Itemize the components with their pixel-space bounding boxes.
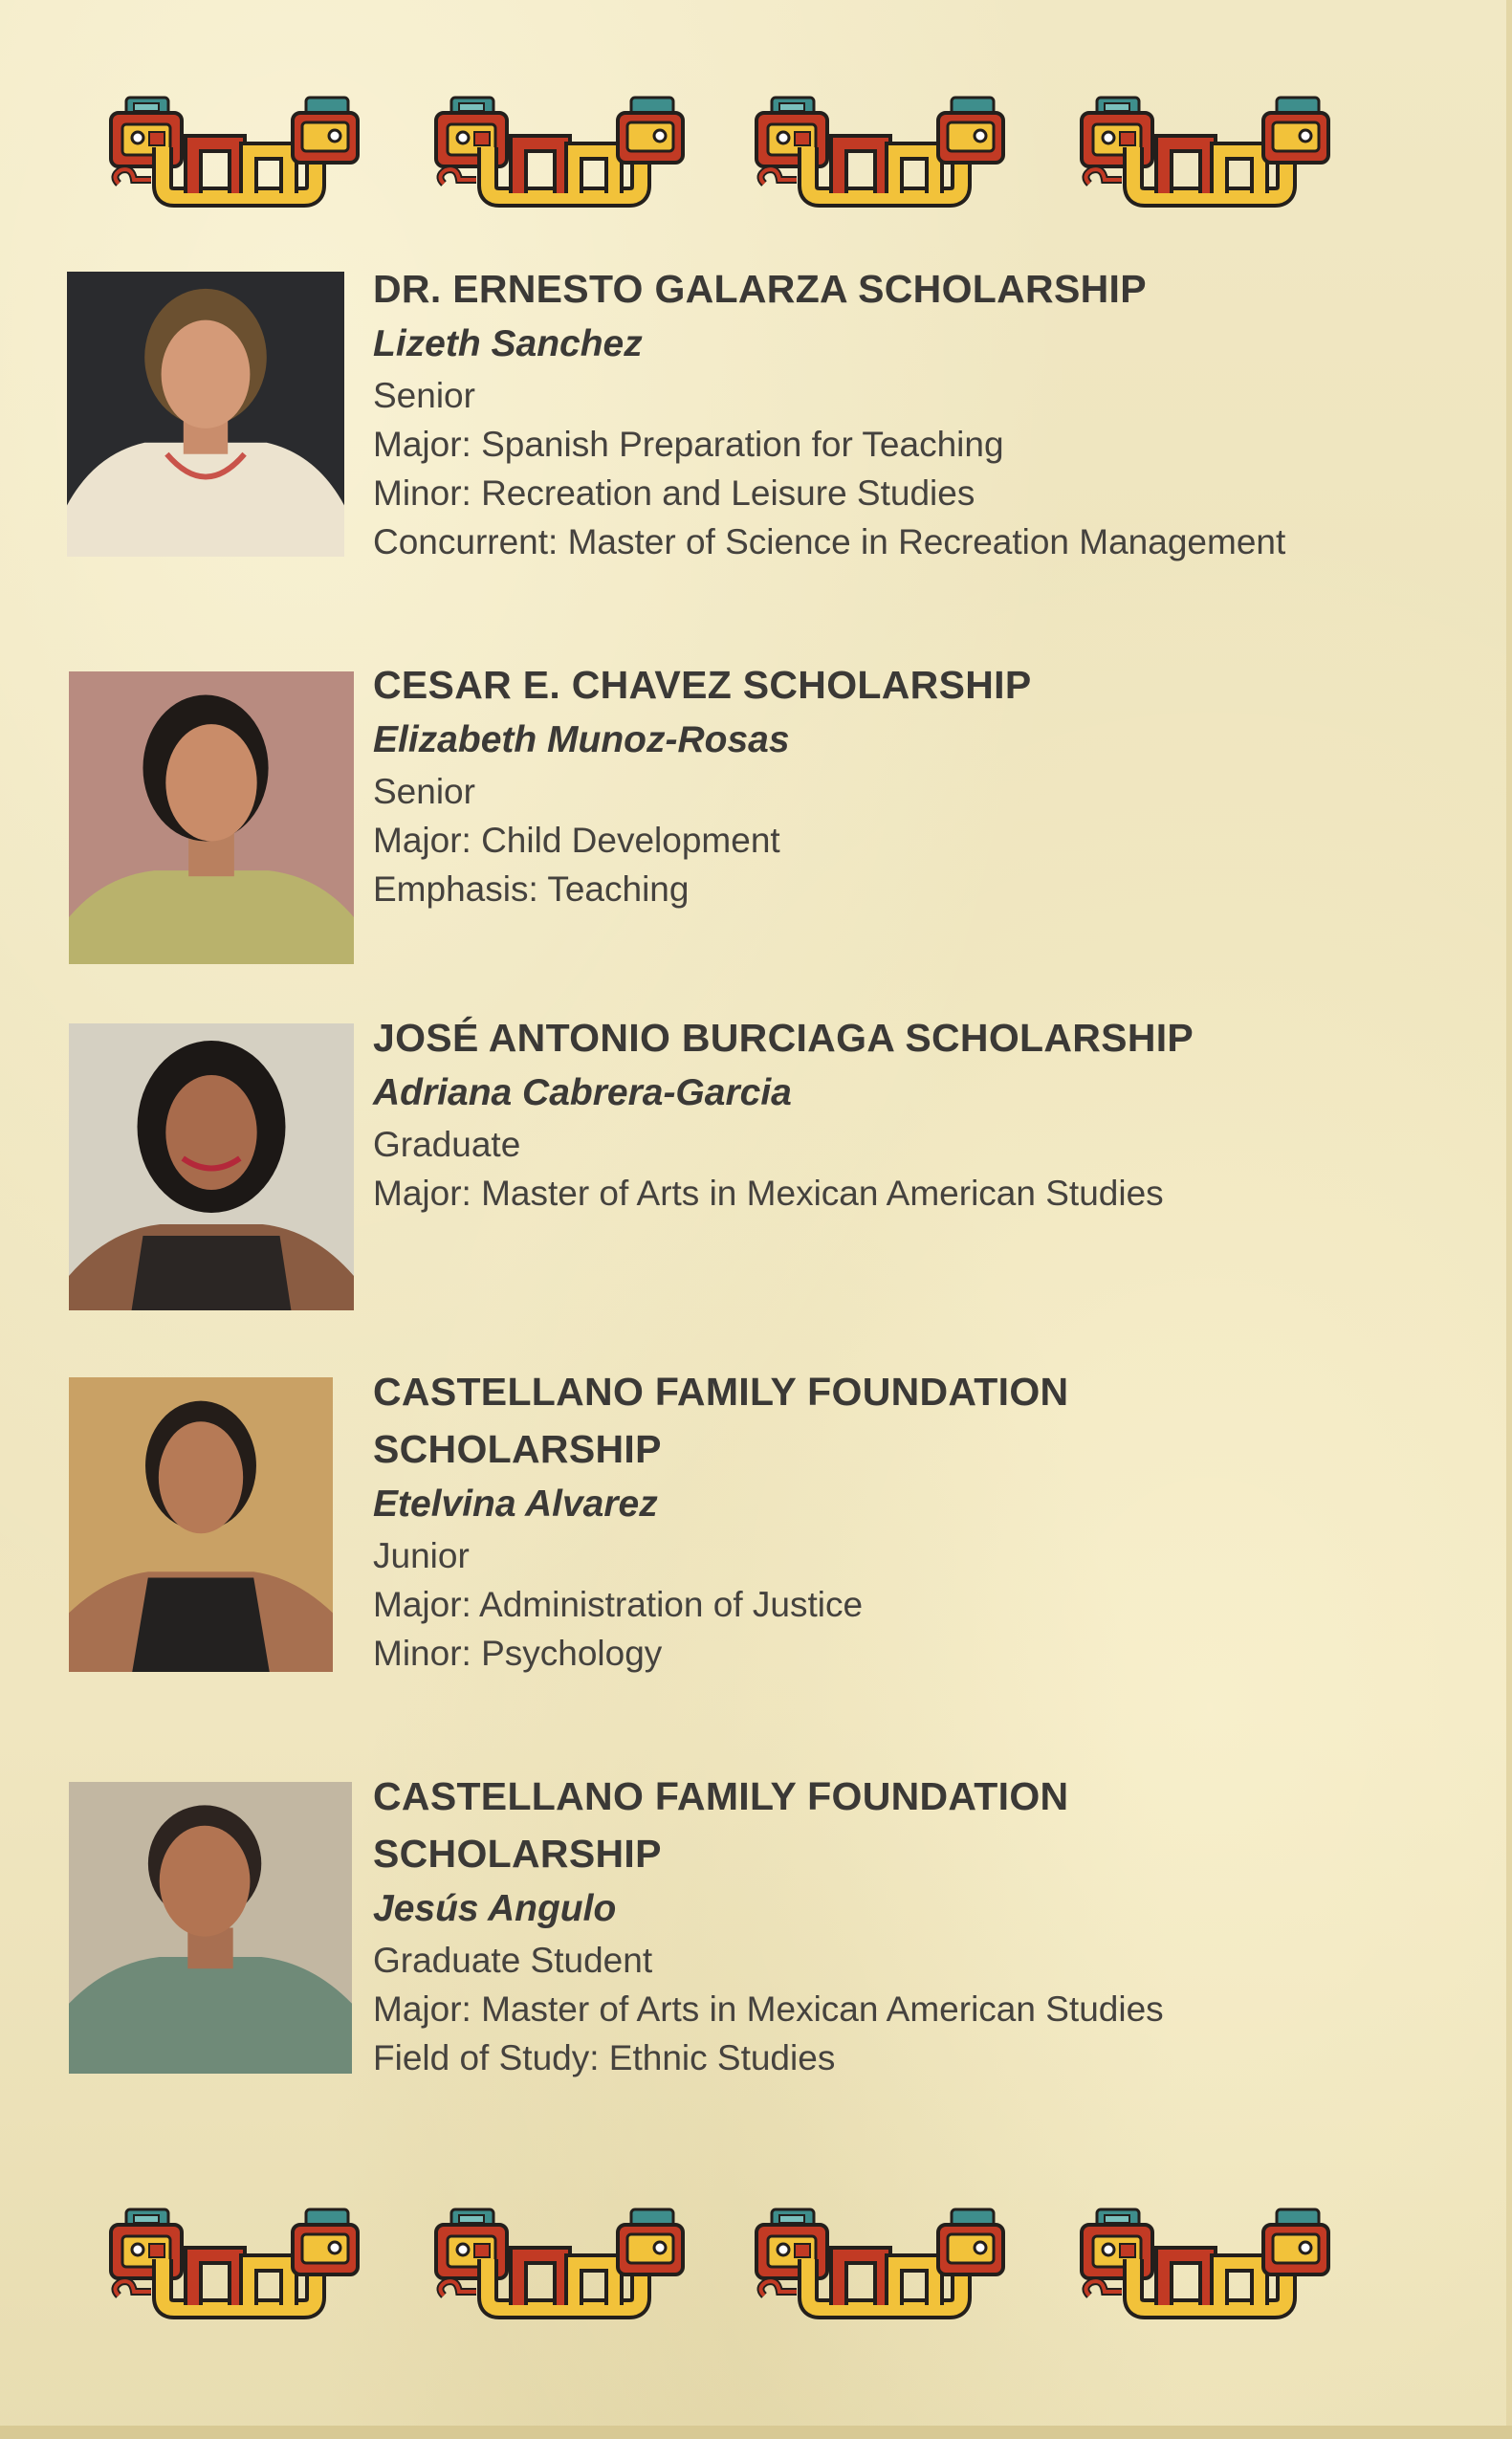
field-of-study-line: Field of Study: Ethnic Studies: [373, 2038, 836, 2077]
serpent-glyph-icon: [105, 94, 363, 209]
serpent-glyph-icon: [430, 2206, 689, 2320]
recipient-photo: [69, 1377, 333, 1672]
major-line: Major: Master of Arts in Mexican American Studies: [373, 1174, 1164, 1213]
major-line: Major: Child Development: [373, 821, 780, 860]
page-edge-bottom: [0, 2426, 1512, 2439]
entry-text: [373, 1363, 1068, 1678]
bottom-glyph-row: [0, 2206, 1512, 2320]
scholarship-title-line: SCHOLARSHIP: [373, 1427, 662, 1471]
minor-line: Minor: Psychology: [373, 1634, 663, 1673]
serpent-glyph-icon: [430, 94, 689, 209]
top-glyph-row: [0, 94, 1512, 209]
major-line: Major: Administration of Justice: [373, 1585, 864, 1624]
entry-text: [373, 1009, 1194, 1218]
recipient-name: Jesús Angulo: [373, 1888, 617, 1929]
entry-text: [373, 260, 1285, 566]
scholarship-title: [373, 1363, 1068, 1478]
recipient-name: Adriana Cabrera-Garcia: [373, 1072, 792, 1113]
recipient-name: Elizabeth Munoz-Rosas: [373, 719, 790, 760]
recipient-name: Lizeth Sanchez: [373, 323, 643, 364]
class-standing: Graduate Student: [373, 1941, 653, 1980]
concurrent-line: Concurrent: Master of Science in Recreation Management: [373, 522, 1286, 561]
major-line: Major: Spanish Preparation for Teaching: [373, 425, 1004, 464]
serpent-glyph-icon: [1076, 94, 1334, 209]
scholarship-title-line: DR. ERNESTO GALARZA SCHOLARSHIP: [373, 267, 1147, 311]
recipient-photo: [69, 671, 354, 964]
entry-text: [373, 656, 1031, 913]
serpent-glyph-icon: [105, 2206, 363, 2320]
scholarship-title-line: CASTELLANO FAMILY FOUNDATION: [373, 1774, 1069, 1818]
page-edge: [1506, 0, 1512, 2439]
scholarship-title-line: CESAR E. CHAVEZ SCHOLARSHIP: [373, 663, 1032, 707]
minor-line: Minor: Recreation and Leisure Studies: [373, 473, 975, 513]
scholarship-title: [373, 1768, 1164, 1882]
class-standing: Senior: [373, 772, 475, 811]
scholarship-title-line: CASTELLANO FAMILY FOUNDATION: [373, 1370, 1069, 1414]
serpent-glyph-icon: [751, 2206, 1009, 2320]
scholarship-title: [373, 260, 1285, 318]
entry-text: [373, 1768, 1164, 2082]
class-standing: Senior: [373, 376, 475, 415]
serpent-glyph-icon: [1076, 2206, 1334, 2320]
major-line: Major: Master of Arts in Mexican American Studies: [373, 1989, 1164, 2029]
serpent-glyph-icon: [751, 94, 1009, 209]
recipient-photo: [69, 1782, 352, 2074]
recipient-photo: [67, 272, 344, 557]
scholarship-title: [373, 656, 1031, 714]
recipient-name: Etelvina Alvarez: [373, 1483, 658, 1525]
class-standing: Junior: [373, 1536, 470, 1575]
scholarship-title-line: SCHOLARSHIP: [373, 1832, 662, 1876]
class-standing: Graduate: [373, 1125, 521, 1164]
scholarship-title: [373, 1009, 1194, 1066]
emphasis-line: Emphasis: Teaching: [373, 869, 690, 909]
scholarship-title-line: JOSÉ ANTONIO BURCIAGA SCHOLARSHIP: [373, 1016, 1194, 1060]
recipient-photo: [69, 1023, 354, 1310]
